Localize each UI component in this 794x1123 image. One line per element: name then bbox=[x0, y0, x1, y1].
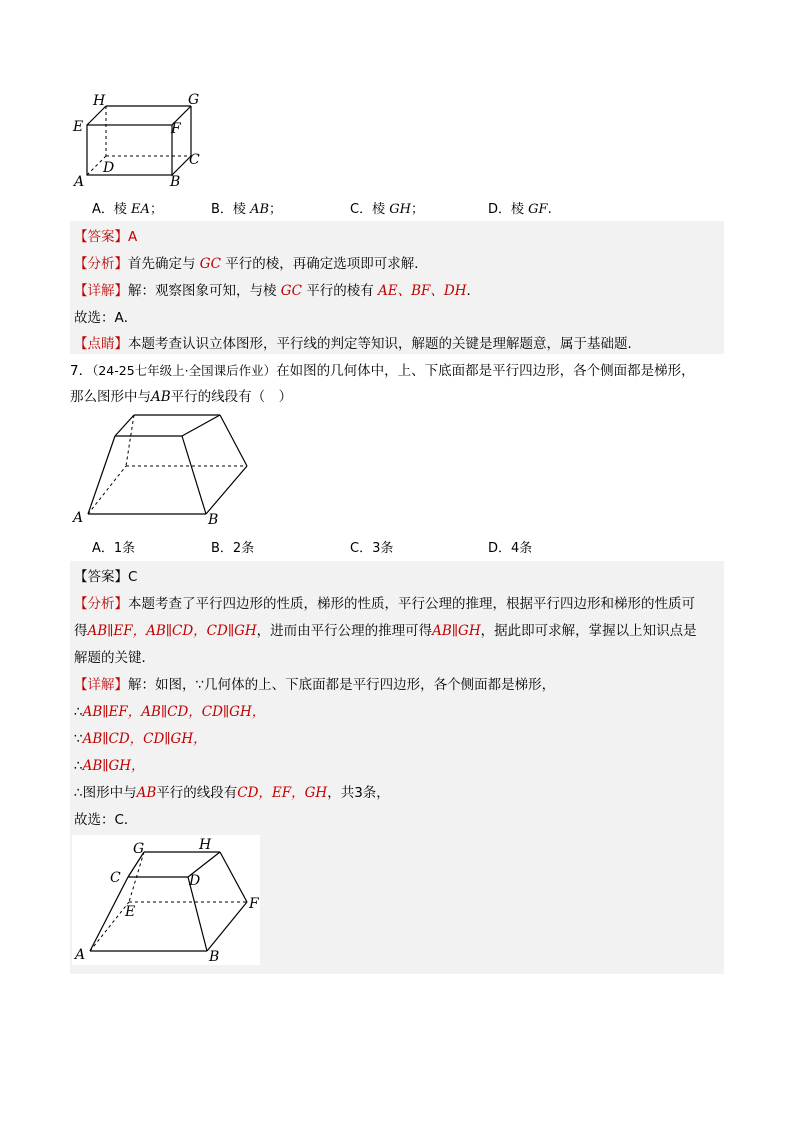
frustum-figure bbox=[70, 410, 255, 528]
vertex-label: B bbox=[208, 512, 219, 528]
vertex-label: F bbox=[171, 121, 181, 137]
detail-step: ∴图形中与AB平行的线段有CD，EF，GH，共3条， bbox=[74, 785, 390, 801]
vertex-label: G bbox=[133, 841, 145, 857]
comment-line: 【点睛】本题考查认识立体图形，平行线的判定等知识，解题的关键是理解题意，属于基础题． bbox=[74, 336, 641, 352]
cuboid-figure bbox=[70, 90, 210, 190]
option-b[interactable]: B．2条 bbox=[211, 541, 255, 556]
choose-line: 故选：A． bbox=[74, 310, 138, 326]
vertex-label: F bbox=[249, 896, 259, 912]
answer-line: 【答案】C bbox=[74, 569, 138, 585]
vertex-label: E bbox=[125, 904, 136, 920]
choose-line: 故选：C． bbox=[74, 812, 138, 828]
q7-solution-panel bbox=[70, 561, 724, 974]
analysis-line: 解题的关键． bbox=[74, 650, 155, 666]
option-b[interactable]: B．棱 AB； bbox=[211, 202, 283, 217]
vertex-label: C bbox=[189, 152, 200, 168]
vertex-label: D bbox=[189, 873, 201, 889]
detail-step: ∵AB∥CD，CD∥GH， bbox=[74, 731, 207, 747]
question-7-line2: 那么图形中与AB平行的线段有（ ） bbox=[70, 389, 293, 405]
question-7-line1: 7．（24-25七年级上·全国课后作业）在如图的几何体中，上、下底面都是平行四边形，各个侧面都是梯形， bbox=[70, 363, 695, 379]
vertex-label: A bbox=[75, 947, 86, 963]
frustum-labeled-figure bbox=[72, 835, 260, 965]
analysis-line: 得AB∥EF，AB∥CD，CD∥GH，进而由平行公理的推理可得AB∥GH，据此即可求解，掌握以上知识点是 bbox=[74, 623, 697, 639]
vertex-label: G bbox=[188, 92, 200, 108]
vertex-label: E bbox=[73, 119, 84, 135]
vertex-label: B bbox=[209, 949, 220, 965]
vertex-label: D bbox=[103, 160, 115, 176]
detail-line: 【详解】解：如图，∵几何体的上、下底面都是平行四边形，各个侧面都是梯形， bbox=[74, 677, 556, 693]
option-d[interactable]: D．棱 GF. bbox=[488, 202, 552, 217]
vertex-label: A bbox=[74, 174, 85, 190]
option-a[interactable]: A．棱 EA； bbox=[92, 202, 163, 217]
q6-solution-panel bbox=[70, 221, 724, 354]
answer-line: 【答案】A bbox=[74, 229, 138, 245]
vertex-label: B bbox=[170, 174, 181, 190]
vertex-label: H bbox=[199, 837, 212, 853]
option-d[interactable]: D．4条 bbox=[488, 541, 533, 556]
analysis-line: 【分析】首先确定与 GC 平行的棱，再确定选项即可求解． bbox=[74, 256, 428, 272]
option-a[interactable]: A．1条 bbox=[92, 541, 136, 556]
question-7-stem bbox=[70, 358, 730, 410]
option-c[interactable]: C．棱 GH； bbox=[350, 202, 424, 217]
detail-step: ∴AB∥GH， bbox=[74, 758, 145, 774]
vertex-label: H bbox=[93, 93, 106, 109]
vertex-label: A bbox=[73, 510, 84, 526]
option-c[interactable]: C．3条 bbox=[350, 541, 394, 556]
detail-line: 【详解】解：观察图象可知，与棱 GC 平行的棱有 AE、BF、DH． bbox=[74, 283, 481, 299]
analysis-line: 【分析】本题考查了平行四边形的性质，梯形的性质，平行公理的推理，根据平行四边形和梯形的性质可 bbox=[74, 596, 695, 612]
vertex-label: C bbox=[110, 870, 121, 886]
detail-step: ∴AB∥EF，AB∥CD，CD∥GH， bbox=[74, 704, 266, 720]
